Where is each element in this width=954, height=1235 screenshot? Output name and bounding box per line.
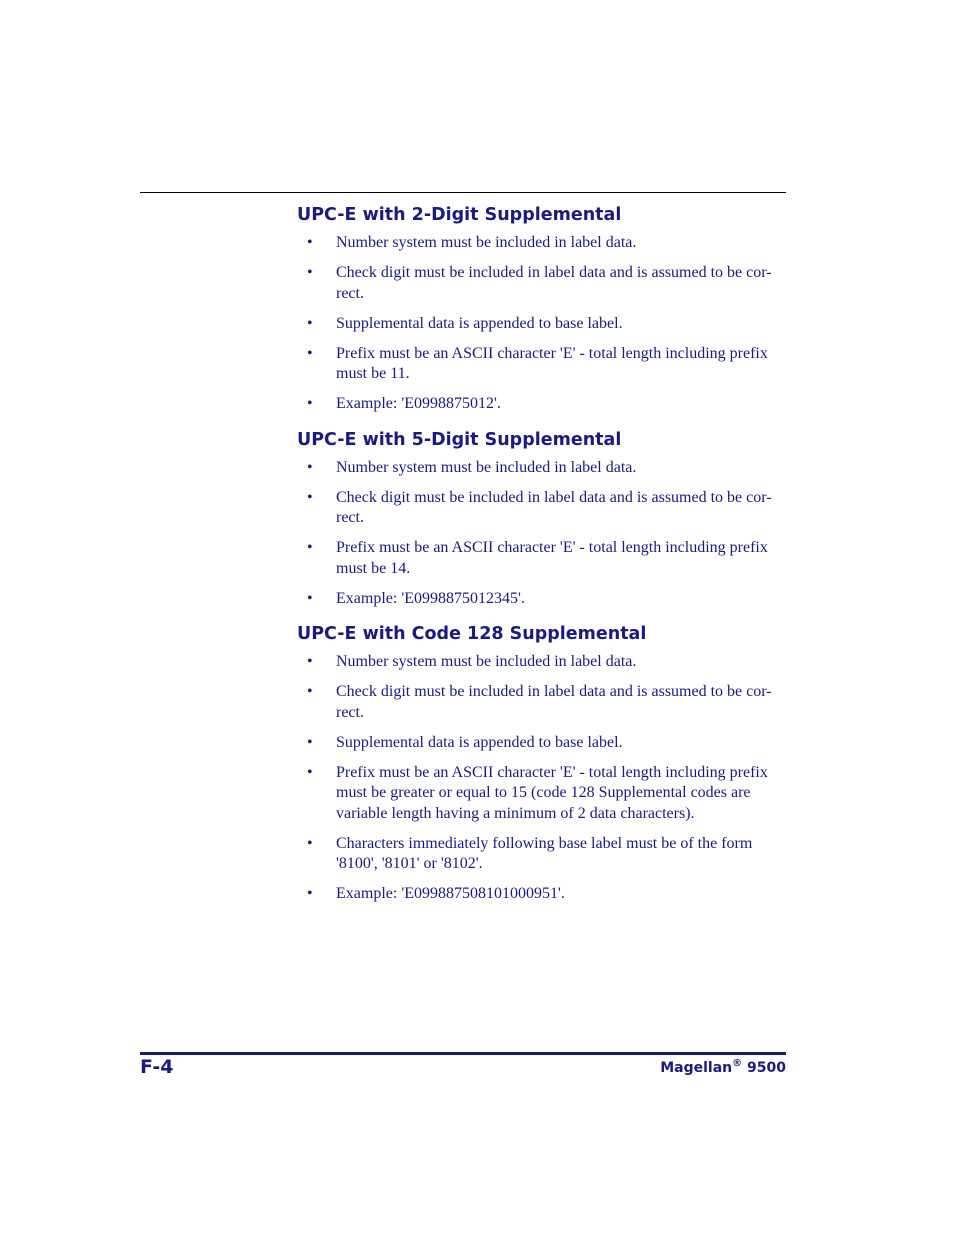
- list-item: [297, 733, 789, 754]
- footer-product-name: [660, 1058, 786, 1076]
- bullet-icon: •: [307, 653, 313, 670]
- bullet-icon: •: [307, 314, 313, 332]
- list-item-text: Number system must be included in label data.: [336, 234, 637, 251]
- bullet-icon: •: [307, 539, 313, 556]
- list-item-text: Number system must be included in label data.: [336, 653, 637, 670]
- product-name-text: Magellan: [660, 1060, 733, 1076]
- list-item-text: Number system must be included in label data.: [336, 458, 637, 476]
- section-heading: UPC-E with 2-Digit Supplemental: [297, 205, 622, 225]
- list-item: [297, 538, 789, 579]
- list-item: [297, 458, 789, 479]
- list-item-text: Example: 'E0998875012'.: [336, 395, 501, 412]
- list-item: [297, 589, 789, 610]
- bullet-list: [297, 458, 789, 610]
- list-item-text: Prefix must be an ASCII character 'E' - total length including prefix must be 14.: [336, 539, 768, 577]
- product-model: 9500: [747, 1060, 786, 1076]
- bullet-icon: •: [307, 395, 313, 412]
- list-item: [297, 263, 789, 304]
- list-item-text: Prefix must be an ASCII character 'E' - total length including prefix must be greater or equal to 15 (code 128 Supplemental codes are variable length having a minimum of 2 data characters).: [336, 763, 768, 822]
- list-item-text: Check digit must be included in label data and is assumed to be cor- rect.: [336, 488, 772, 526]
- list-item-text: Example: 'E0998875012345'.: [336, 589, 525, 607]
- bullet-icon: •: [307, 885, 313, 902]
- list-item: [297, 314, 789, 335]
- list-item-text: Example: 'E099887508101000951'.: [336, 885, 565, 902]
- list-item: [297, 884, 789, 905]
- bullet-icon: •: [307, 234, 313, 251]
- list-item: [297, 834, 789, 875]
- bullet-list: [297, 652, 789, 905]
- bullet-list: [297, 233, 789, 415]
- list-item-text: Supplemental data is appended to base label.: [336, 733, 623, 751]
- bullet-icon: •: [307, 344, 313, 362]
- list-item: [297, 233, 789, 254]
- page-number: F-4: [140, 1056, 174, 1078]
- bullet-icon: •: [307, 458, 313, 476]
- bullet-icon: •: [307, 834, 313, 852]
- section-heading: UPC-E with 5-Digit Supplemental: [297, 429, 622, 450]
- bullet-icon: •: [307, 733, 313, 751]
- list-item: [297, 344, 789, 385]
- bullet-icon: •: [307, 264, 313, 281]
- list-item-text: Supplemental data is appended to base label.: [336, 314, 623, 332]
- bullet-icon: •: [307, 763, 313, 781]
- list-item-text: Characters immediately following base label must be of the form '8100', '8101' or '8102'.: [336, 834, 753, 872]
- bullet-icon: •: [307, 683, 313, 700]
- list-item-text: Check digit must be included in label data and is assumed to be cor- rect.: [336, 683, 772, 721]
- bullet-icon: •: [307, 589, 313, 607]
- list-item: [297, 763, 789, 825]
- section-upc-e-code-128: [297, 619, 789, 905]
- list-item: [297, 394, 789, 415]
- bullet-icon: •: [307, 488, 313, 506]
- list-item: [297, 682, 789, 723]
- registered-mark: ®: [732, 1058, 743, 1069]
- section-heading: UPC-E with Code 128 Supplemental: [297, 624, 647, 644]
- section-upc-e-2-digit: [297, 200, 789, 415]
- header-rule: [140, 192, 786, 193]
- list-item: [297, 488, 789, 529]
- footer-rule: [140, 1052, 786, 1055]
- list-item-text: Check digit must be included in label data and is assumed to be cor- rect.: [336, 264, 772, 302]
- list-item-text: Prefix must be an ASCII character 'E' - total length including prefix must be 11.: [336, 344, 768, 382]
- list-item: [297, 652, 789, 673]
- section-upc-e-5-digit: [297, 425, 789, 610]
- main-content: [297, 200, 789, 905]
